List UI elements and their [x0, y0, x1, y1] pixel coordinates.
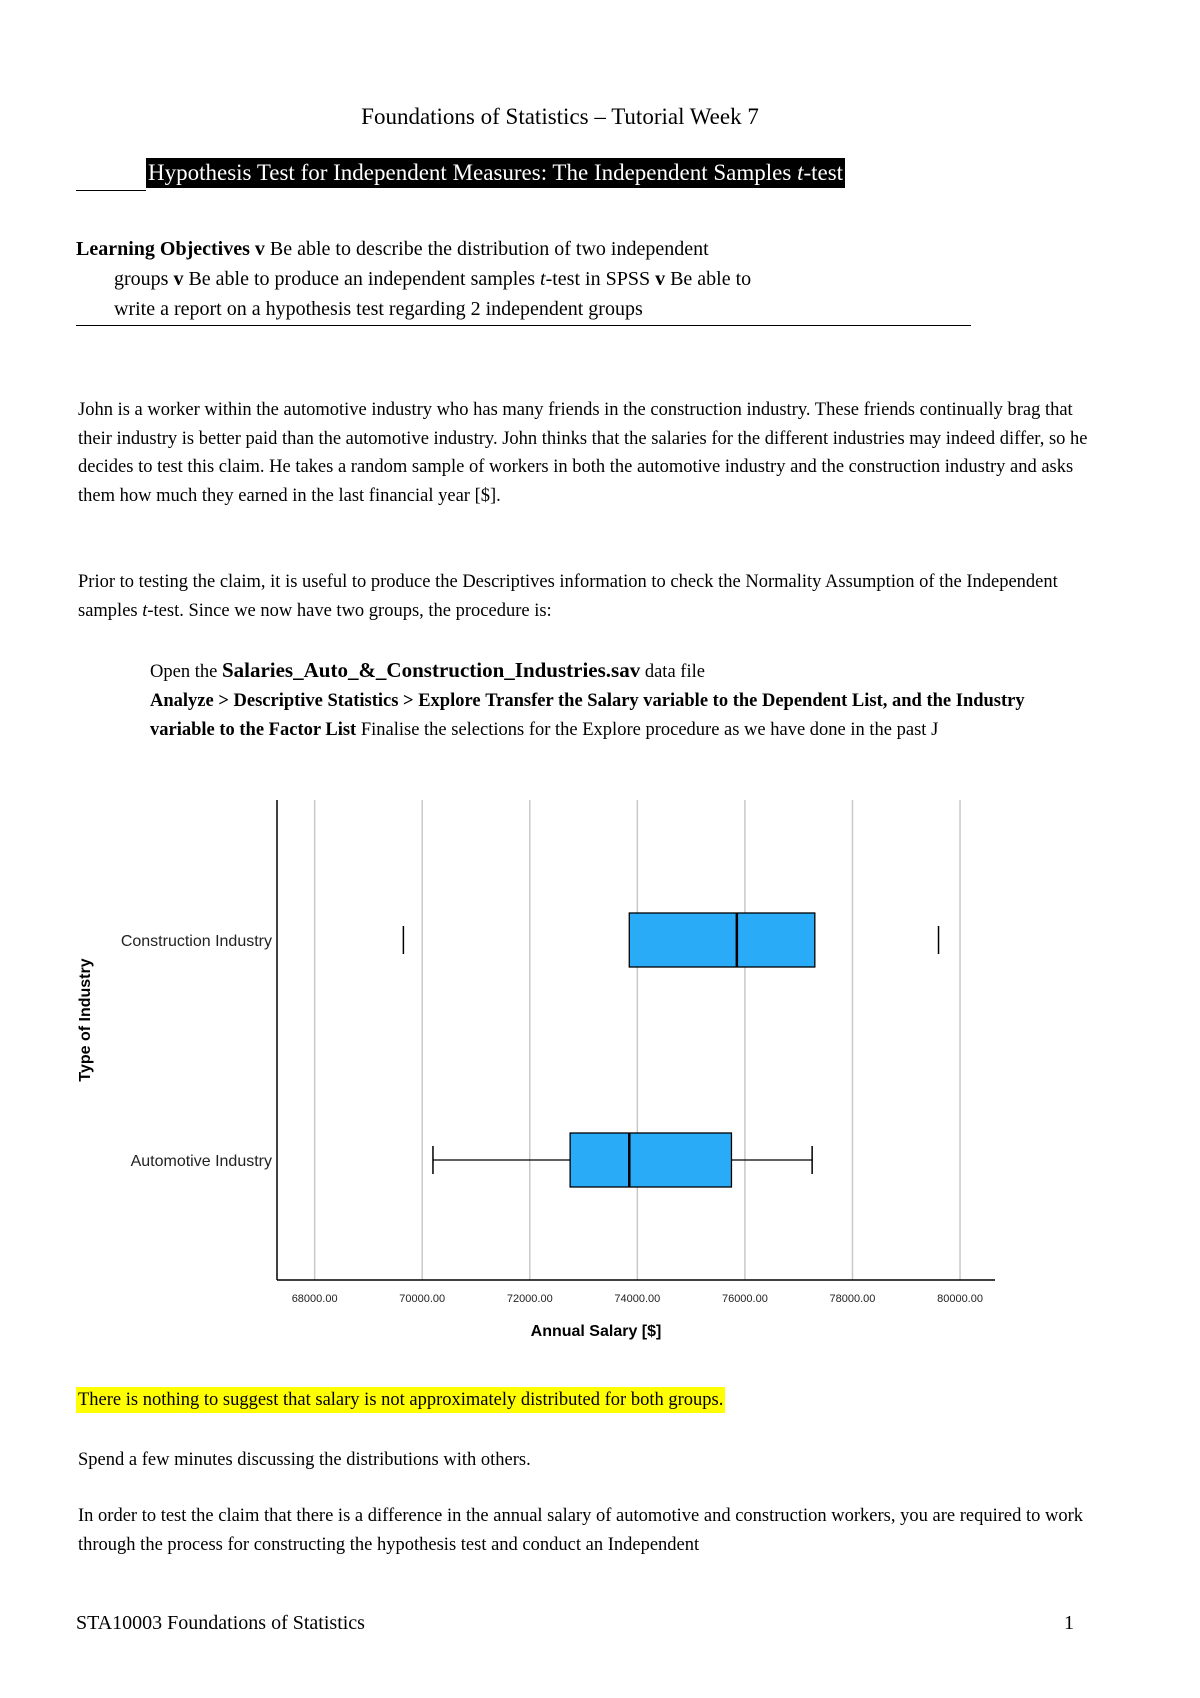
bullet-icon: v: [655, 268, 666, 290]
subtitle-text-pre: Hypothesis Test for Independent Measures: The Independent Samples: [148, 160, 798, 185]
salary-boxplot-chart: [60, 790, 1020, 1350]
page-number: 1: [1064, 1612, 1074, 1634]
objectives-rule: [76, 325, 971, 326]
learning-objectives-heading: Learning Objectives: [76, 238, 250, 260]
highlighted-conclusion: There is nothing to suggest that salary is not approximately distributed for both groups.: [76, 1387, 725, 1413]
box-iqr: [570, 1133, 731, 1187]
x-tick-label: 78000.00: [829, 1293, 876, 1305]
objective-1: Be able to describe the distribution of two independent: [269, 238, 709, 260]
procedure-text-italic: t: [142, 600, 148, 621]
box-iqr: [629, 913, 815, 967]
transfer-step: Transfer the Salary variable to the Dependent List, and the Industry variable to the Factor List: [150, 691, 1025, 740]
objective-2-italic: t: [540, 268, 546, 290]
x-tick-label: 72000.00: [506, 1293, 553, 1305]
menu-path: Analyze > Descriptive Statistics > Explore: [150, 691, 481, 711]
objective-3-b: write a report on a hypothesis test regarding 2 independent groups: [114, 298, 643, 320]
footer-course: STA10003 Foundations of Statistics: [76, 1612, 365, 1634]
open-pre: Open the: [150, 662, 222, 682]
x-tick-label: 70000.00: [399, 1293, 446, 1305]
objective-2-pre: Be able to produce an independent samples: [188, 268, 541, 290]
x-tick-label: 74000.00: [614, 1293, 661, 1305]
x-tick-label: 80000.00: [937, 1293, 983, 1305]
intro-paragraph: John is a worker within the automotive industry who has many friends in the construction industry. These friends continually brag that their industry is better paid than the automotive industry. John thinks that the salaries for the different industries may indeed differ, so he decides to test this claim. He takes a random sample of workers in both the automotive industry and the construction industry and asks them how much they earned in the last financial year [$].: [78, 400, 1088, 506]
spss-instructions: [150, 656, 1060, 745]
bullet-icon: v: [254, 238, 265, 260]
subtitle: [146, 158, 845, 188]
finalise-step: Finalise the selections for the Explore procedure as we have done in the past: [360, 720, 927, 740]
subtitle-rule: [76, 190, 146, 191]
objective-3-a: Be able to: [670, 268, 752, 290]
objective-1-cont: groups: [114, 268, 169, 290]
open-post: data file: [640, 662, 705, 682]
learning-objectives: [76, 234, 976, 324]
x-tick-label: 68000.00: [291, 1293, 338, 1305]
page-title: Foundations of Statistics – Tutorial Week 7: [361, 104, 759, 129]
bullet-icon: v: [173, 268, 184, 290]
x-tick-label: 76000.00: [721, 1293, 768, 1305]
procedure-text-post: -test. Since we now have two groups, the procedure is:: [147, 600, 552, 621]
subtitle-text-italic: t: [797, 160, 804, 185]
x-axis-label: Annual Salary [$]: [530, 1323, 662, 1340]
procedure-text-pre: Prior to testing the claim, it is useful to produce the Descriptives information to check the Normality Assumption of the Independent samples: [78, 572, 1058, 621]
claim-paragraph: In order to test the claim that there is a difference in the annual salary of automotive and construction workers, you are required to work through the process for constructing the hypothesis test and conduct an Independent: [78, 1506, 1083, 1555]
subtitle-text-post: -test: [803, 160, 844, 185]
objective-2-post: -test in SPSS: [545, 268, 651, 290]
procedure-paragraph: [78, 568, 1088, 625]
smiley-glyph: J: [931, 720, 939, 740]
category-label: Construction Industry: [120, 933, 272, 950]
discussion-paragraph: Spend a few minutes discussing the distributions with others.: [78, 1450, 531, 1470]
y-axis-label: Type of Industry: [77, 958, 94, 1082]
data-file-name: Salaries_Auto_&_Construction_Industries.sav: [221, 658, 641, 682]
category-label: Automotive Industry: [130, 1153, 272, 1170]
